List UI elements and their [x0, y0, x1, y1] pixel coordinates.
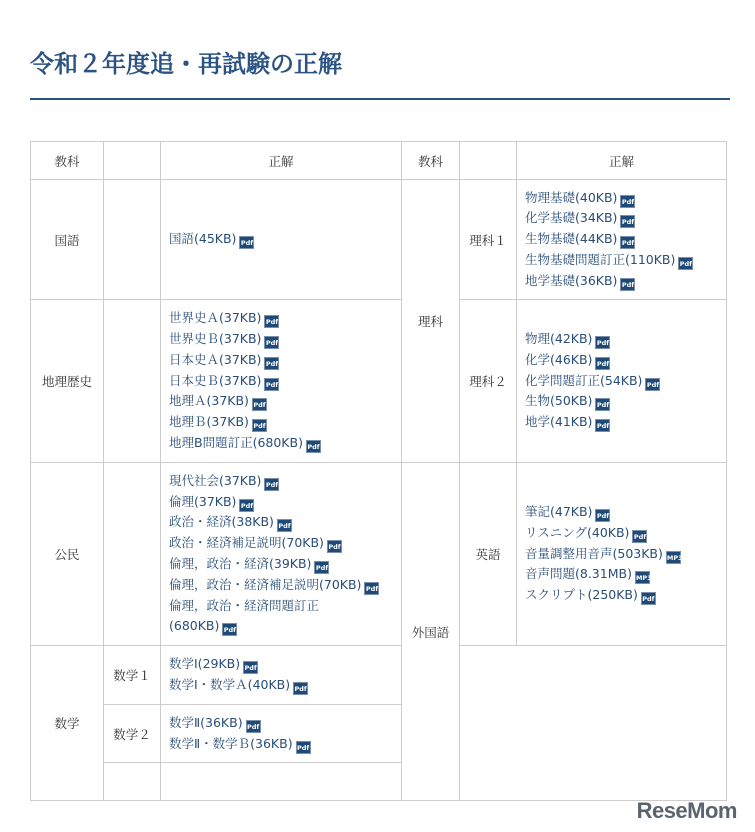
- link-label: リスニング(40KB): [525, 524, 630, 540]
- link-label: 政治・経済(38KB): [169, 514, 274, 530]
- download-link[interactable]: [169, 229, 393, 250]
- table-row: [31, 463, 727, 646]
- link-label: 世界史Ｂ(37KB): [169, 331, 262, 346]
- link-label: 筆記(47KB): [525, 504, 593, 519]
- link-label: 日本史Ｂ(37KB): [169, 372, 262, 388]
- sub-eigo: 英語: [460, 463, 517, 646]
- download-link[interactable]: [525, 391, 718, 412]
- link-label: 音声問題(8.31MB): [525, 566, 632, 582]
- link-label: 地学基礎(36KB): [525, 272, 618, 288]
- link-label: 生物基礎(44KB): [525, 231, 618, 247]
- download-link[interactable]: [525, 250, 718, 271]
- download-link[interactable]: [169, 371, 393, 392]
- pdf-file-icon[interactable]: Pdf: [632, 530, 647, 543]
- link-label: 国語(45KB): [169, 231, 237, 247]
- download-link[interactable]: [169, 596, 393, 617]
- answer-list-chireki: [161, 300, 402, 463]
- download-link[interactable]: [169, 616, 393, 637]
- download-link[interactable]: [525, 271, 718, 292]
- pdf-file-icon[interactable]: Pdf: [620, 278, 635, 291]
- mp3-file-icon[interactable]: MP3: [666, 551, 681, 564]
- title-divider: [30, 98, 730, 100]
- table-row: [31, 300, 727, 463]
- subject-gaikokugo: 外国語: [402, 463, 460, 801]
- pdf-file-icon[interactable]: Pdf: [252, 419, 267, 432]
- header-subject: 教科: [402, 142, 460, 180]
- download-link[interactable]: [525, 229, 718, 250]
- subject-chireki: 地理歴史: [31, 300, 104, 463]
- pdf-file-icon[interactable]: Pdf: [222, 623, 237, 636]
- link-label: 政治・経済補足説明(70KB): [169, 535, 324, 551]
- link-label: 生物基礎問題訂正(110KB): [525, 251, 676, 267]
- download-link[interactable]: [525, 188, 718, 209]
- pdf-file-icon[interactable]: Pdf: [252, 398, 267, 411]
- download-link[interactable]: [169, 734, 393, 755]
- pdf-file-icon[interactable]: Pdf: [595, 357, 610, 370]
- pdf-file-icon[interactable]: Pdf: [246, 720, 261, 733]
- pdf-file-icon[interactable]: Pdf: [243, 661, 258, 674]
- pdf-file-icon[interactable]: Pdf: [595, 509, 610, 522]
- answer-list-eigo: [517, 463, 727, 646]
- pdf-file-icon[interactable]: Pdf: [306, 440, 321, 453]
- pdf-file-icon[interactable]: Pdf: [264, 336, 279, 349]
- subject-kokugo: 国語: [31, 180, 104, 300]
- sub-sugaku2: 数学２: [104, 705, 161, 763]
- download-link[interactable]: [169, 433, 393, 454]
- pdf-file-icon[interactable]: Pdf: [264, 478, 279, 491]
- download-link[interactable]: [525, 523, 718, 544]
- empty-cell: [104, 300, 161, 463]
- link-label: 化学(46KB): [525, 351, 593, 367]
- download-link[interactable]: [169, 533, 393, 554]
- subject-komin: 公民: [31, 463, 104, 646]
- download-link[interactable]: [169, 654, 393, 675]
- link-label: 倫理，政治・経済(39KB): [169, 556, 312, 571]
- link-label: 倫理(37KB): [169, 493, 237, 509]
- link-label: 数学Ⅰ(29KB): [169, 656, 241, 672]
- table-row: [31, 180, 727, 300]
- download-link[interactable]: [525, 502, 718, 523]
- pdf-file-icon[interactable]: Pdf: [239, 499, 254, 512]
- pdf-file-icon[interactable]: Pdf: [239, 236, 254, 249]
- link-label: 倫理，政治・経済問題訂正: [169, 597, 320, 613]
- download-link[interactable]: [525, 564, 718, 585]
- link-label: スクリプト(250KB): [525, 587, 638, 603]
- pdf-file-icon[interactable]: Pdf: [264, 315, 279, 328]
- link-label: 地理Ｂ(37KB): [169, 414, 249, 430]
- download-link[interactable]: [169, 412, 393, 433]
- pdf-file-icon[interactable]: Pdf: [678, 257, 693, 270]
- link-label: 倫理，政治・経済補足説明(70KB): [169, 576, 362, 592]
- answer-list-sugaku1: [161, 646, 402, 705]
- link-label: 地学(41KB): [525, 414, 593, 430]
- sub-rika1: 理科１: [460, 180, 517, 300]
- link-label: 生物(50KB): [525, 393, 593, 409]
- answer-list-sugaku2: [161, 705, 402, 763]
- link-label: 数学Ⅰ・数学Ａ(40KB): [169, 677, 291, 692]
- download-link[interactable]: [525, 412, 718, 433]
- download-link[interactable]: [525, 208, 718, 229]
- download-link[interactable]: [169, 512, 393, 533]
- pdf-file-icon[interactable]: Pdf: [264, 378, 279, 391]
- pdf-file-icon[interactable]: Pdf: [645, 378, 660, 391]
- link-label: 世界史Ａ(37KB): [169, 310, 262, 326]
- subject-sugaku: 数学: [31, 646, 104, 801]
- link-label: 数学Ⅱ・数学Ｂ(36KB): [169, 735, 293, 751]
- pdf-file-icon[interactable]: Pdf: [277, 519, 292, 532]
- download-link[interactable]: [169, 492, 393, 513]
- empty-cell: [104, 463, 161, 646]
- header-empty: [104, 142, 161, 180]
- link-label: (680KB): [169, 618, 220, 634]
- download-link[interactable]: [169, 308, 393, 329]
- download-link[interactable]: [169, 713, 393, 734]
- download-link[interactable]: [525, 371, 718, 392]
- link-label: 音量調整用音声(503KB): [525, 545, 663, 561]
- link-label: 数学Ⅱ(36KB): [169, 714, 243, 730]
- sub-sugaku1: 数学１: [104, 646, 161, 705]
- download-link[interactable]: [525, 329, 718, 350]
- link-label: 日本史Ａ(37KB): [169, 351, 262, 367]
- pdf-file-icon[interactable]: Pdf: [364, 582, 379, 595]
- download-link[interactable]: [169, 350, 393, 371]
- link-label: 化学問題訂正(54KB): [525, 372, 643, 388]
- header-subject: 教科: [31, 142, 104, 180]
- download-link[interactable]: [525, 544, 718, 565]
- answer-list-komin: [161, 463, 402, 646]
- answer-list-rika1: [517, 180, 727, 300]
- link-label: 地理Ａ(37KB): [169, 393, 249, 409]
- empty-cell: [161, 763, 402, 801]
- download-link[interactable]: [169, 554, 393, 575]
- link-label: 物理(42KB): [525, 331, 593, 346]
- link-label: 物理基礎(40KB): [525, 189, 618, 205]
- header-answer: 正解: [517, 142, 727, 180]
- header-answer: 正解: [161, 142, 402, 180]
- pdf-file-icon[interactable]: Pdf: [641, 592, 656, 605]
- empty-cell: [460, 646, 727, 801]
- pdf-file-icon[interactable]: Pdf: [595, 419, 610, 432]
- download-link[interactable]: [525, 350, 718, 371]
- mp3-file-icon[interactable]: MP3: [635, 571, 650, 584]
- download-link[interactable]: [169, 391, 393, 412]
- header-empty: [460, 142, 517, 180]
- pdf-file-icon[interactable]: Pdf: [264, 357, 279, 370]
- header-row: [31, 142, 727, 180]
- answers-table: [30, 141, 727, 801]
- pdf-file-icon[interactable]: Pdf: [620, 195, 635, 208]
- pdf-file-icon[interactable]: Pdf: [595, 336, 610, 349]
- pdf-file-icon[interactable]: Pdf: [314, 561, 329, 574]
- pdf-file-icon[interactable]: Pdf: [620, 236, 635, 249]
- download-link[interactable]: [169, 675, 393, 696]
- empty-cell: [104, 763, 161, 801]
- sub-rika2: 理科２: [460, 300, 517, 463]
- link-label: 地理B問題訂正(680KB): [169, 434, 303, 450]
- download-link[interactable]: [169, 575, 393, 596]
- answer-list-rika2: [517, 300, 727, 463]
- pdf-file-icon[interactable]: Pdf: [296, 741, 311, 754]
- link-label: 化学基礎(34KB): [525, 210, 618, 226]
- subject-rika: 理科: [402, 180, 460, 463]
- pdf-file-icon[interactable]: Pdf: [620, 215, 635, 228]
- resemom-logo: ReseMom: [636, 798, 737, 823]
- download-link[interactable]: [169, 471, 393, 492]
- answer-list-kokugo: [161, 180, 402, 300]
- link-label: 現代社会(37KB): [169, 472, 262, 488]
- pdf-file-icon[interactable]: Pdf: [293, 682, 308, 695]
- empty-cell: [104, 180, 161, 300]
- table-row: [31, 646, 727, 705]
- download-link[interactable]: [525, 585, 718, 606]
- pdf-file-icon[interactable]: Pdf: [327, 540, 342, 553]
- download-link[interactable]: [169, 329, 393, 350]
- page-title: 令和２年度追・再試験の正解: [30, 50, 342, 78]
- pdf-file-icon[interactable]: Pdf: [595, 398, 610, 411]
